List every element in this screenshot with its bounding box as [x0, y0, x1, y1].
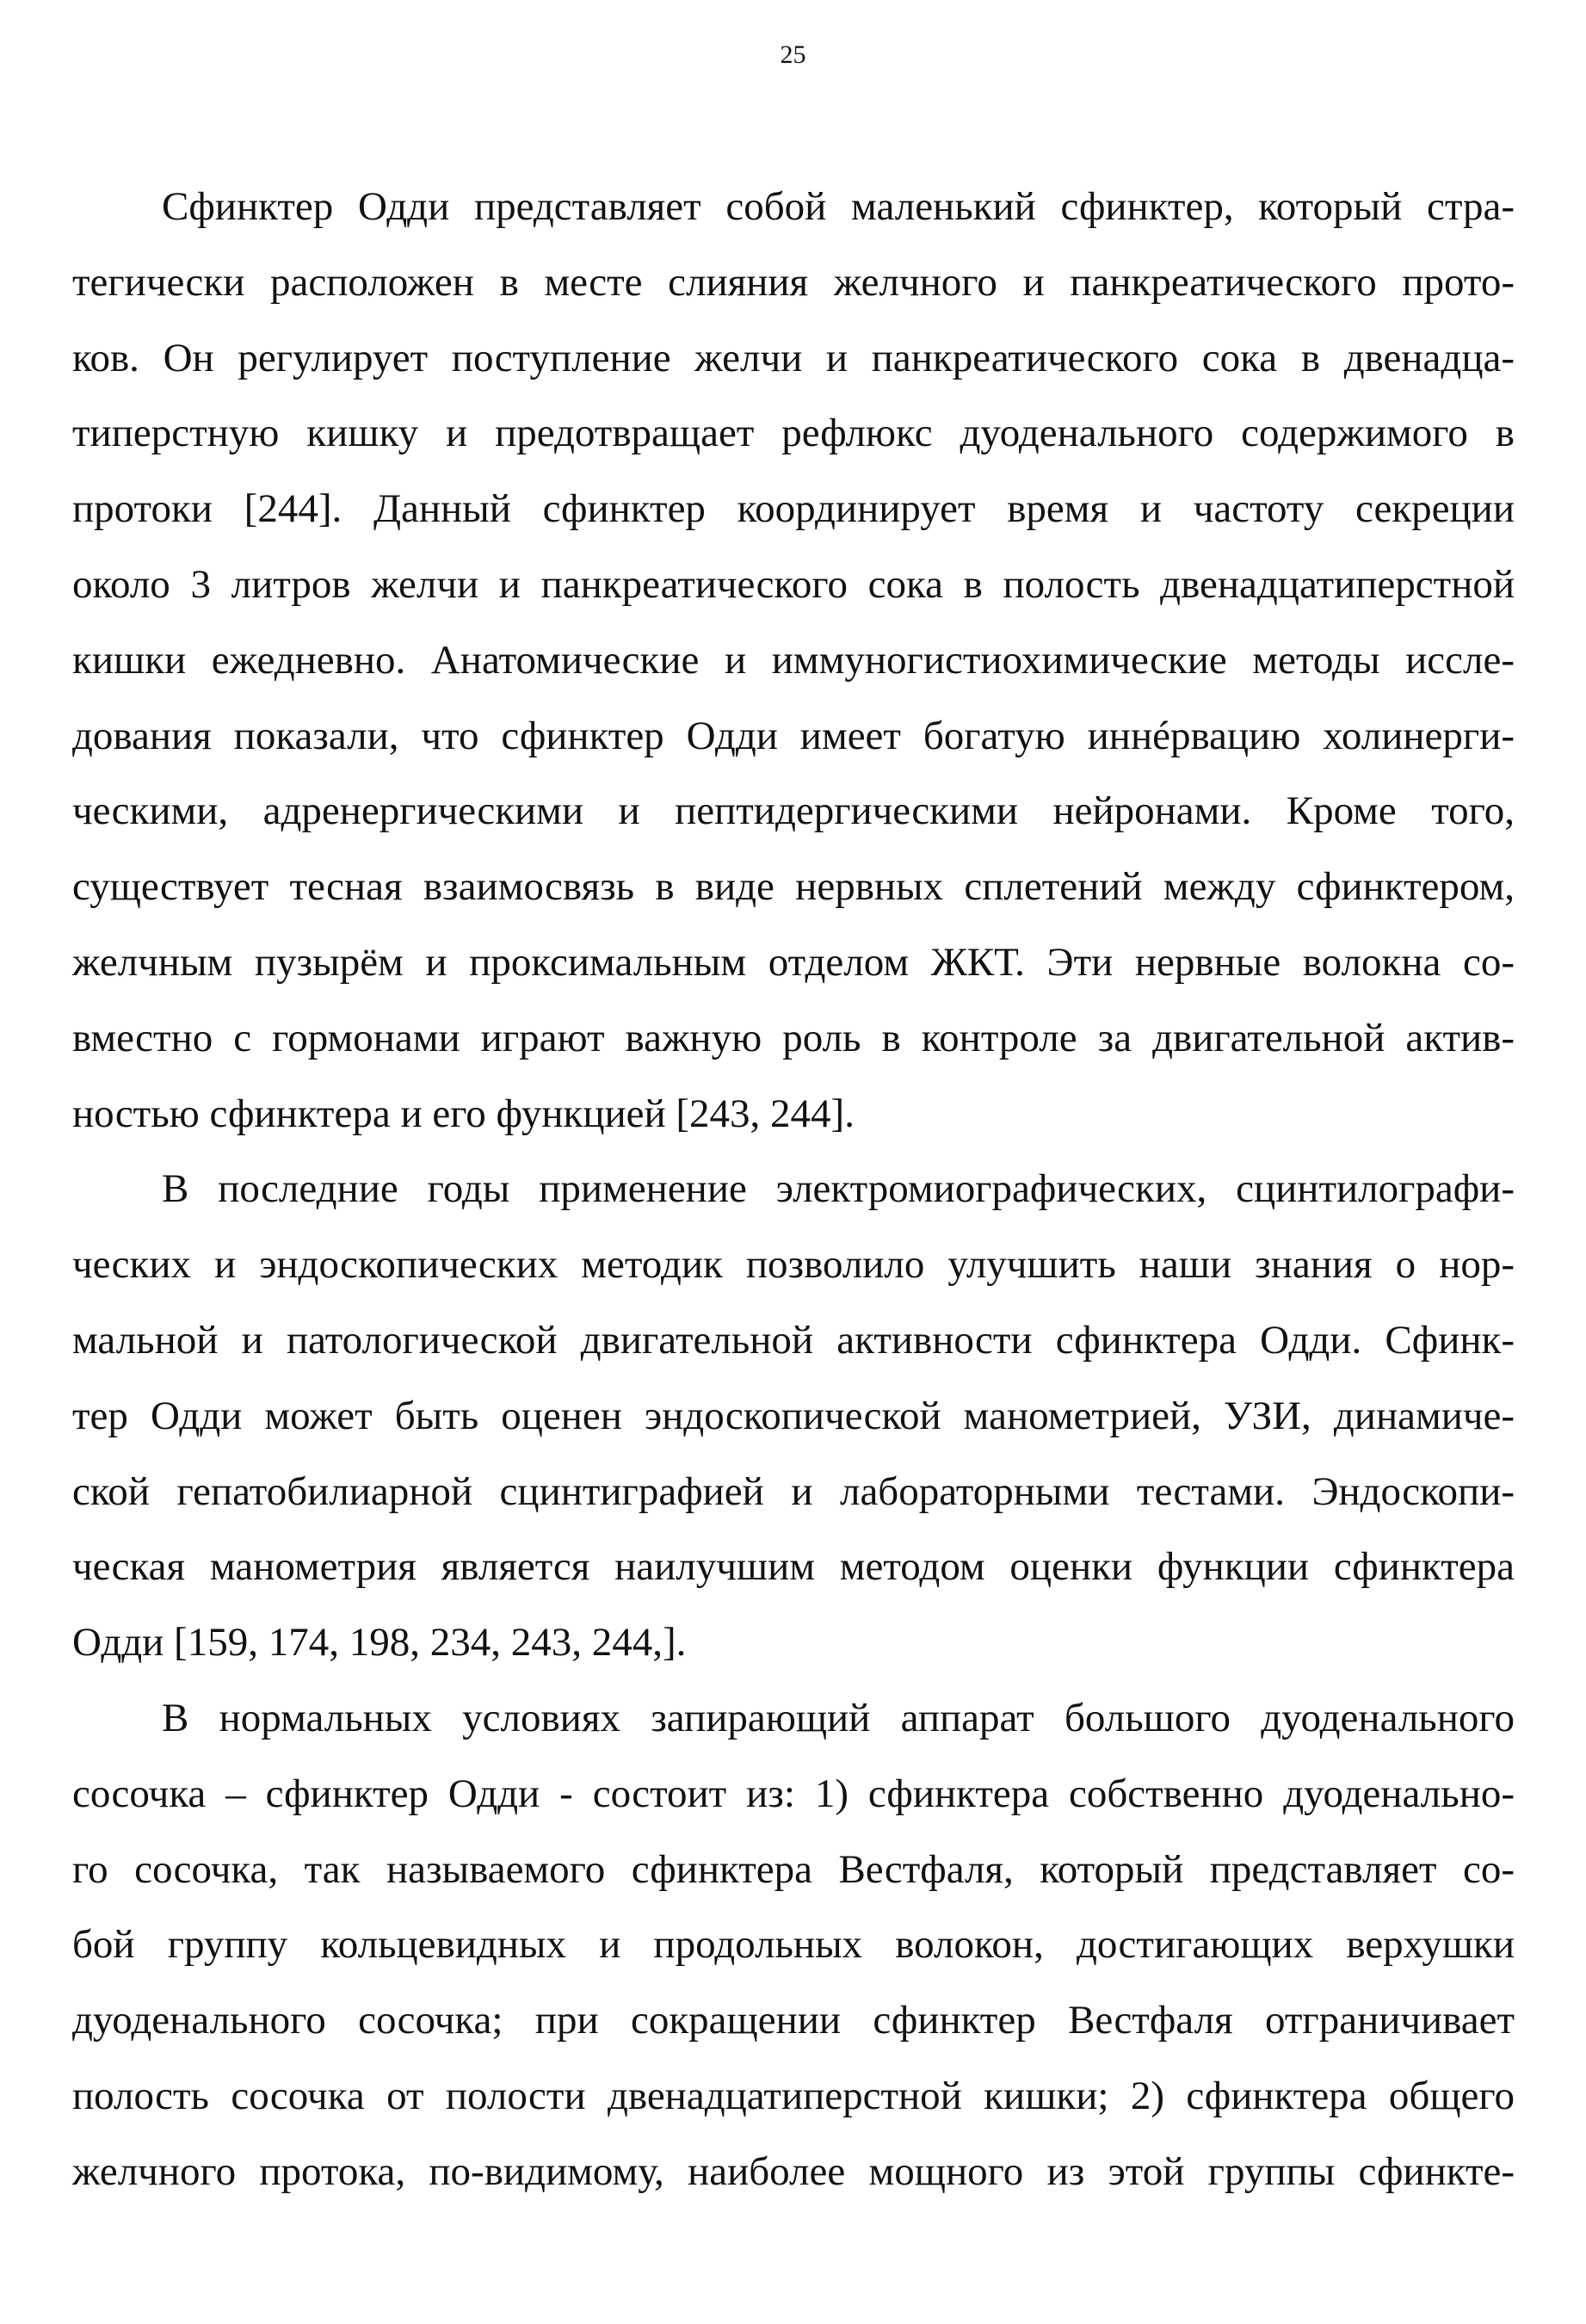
text-line: желчного протока, по-видимому, наиболее мощного из этой группы сфинкте-: [72, 2148, 1515, 2194]
text-line: ков. Он регулирует поступление желчи и панкреатического сока в двенадца-: [72, 335, 1515, 380]
text-line: сосочка – сфинктер Одди - состоит из: 1) сфинктера собственно дуоденально-: [72, 1771, 1515, 1816]
text-line: Сфинктер Одди представляет собой маленький сфинктер, который стра-: [162, 184, 1515, 229]
text-line: кишки ежедневно. Анатомические и иммуногистиохимические методы иссле-: [72, 637, 1515, 683]
text-line: протоки [244]. Данный сфинктер координирует время и частоту секреции: [72, 486, 1515, 532]
text-line: вместно с гормонами играют важную роль в контроле за двигательной актив-: [72, 1015, 1515, 1060]
paragraph-1: [72, 181, 1515, 1163]
body-text: [72, 181, 1515, 2222]
text-line: полость сосочка от полости двенадцатиперстной кишки; 2) сфинктера общего: [72, 2073, 1515, 2118]
text-line: ностью сфинктера и его функцией [243, 244].: [72, 1091, 855, 1136]
text-line: существует тесная взаимосвязь в виде нервных сплетений между сфинктером,: [72, 864, 1515, 910]
page-number: 25: [780, 40, 806, 69]
text-line: ческих и эндоскопических методик позволило улучшить наши знания о нор-: [72, 1242, 1515, 1288]
text-line: Одди [159, 174, 198, 234, 243, 244,].: [72, 1620, 687, 1666]
text-line: типерстную кишку и предотвращает рефлюкс дуоденального содержимого в: [72, 411, 1515, 456]
text-line: го сосочка, так называемого сфинктера Вестфаля, который представляет со-: [72, 1846, 1515, 1892]
text-line: желчным пузырём и проксимальным отделом ЖКТ. Эти нервные волокна со-: [72, 939, 1515, 985]
text-line: мальной и патологической двигательной активности сфинктера Одди. Сфинк-: [72, 1317, 1515, 1363]
text-line: тегически расположен в месте слияния желчного и панкреатического прото-: [72, 259, 1515, 305]
text-line: В последние годы применение электромиографических, сцинтилографи-: [162, 1166, 1515, 1212]
text-line: ческая манометрия является наилучшим методом оценки функции сфинктера: [72, 1544, 1515, 1590]
text-line: дования показали, что сфинктер Одди имеет богатую иннéрвацию холинерги-: [72, 713, 1515, 758]
paragraph-3: [72, 1692, 1515, 2222]
text-line: бой группу кольцевидных и продольных волокон, достигающих верхушки: [72, 1922, 1515, 1968]
text-line: В нормальных условиях запирающий аппарат большого дуоденального: [162, 1695, 1515, 1740]
text-line: ской гепатобилиарной сцинтиграфией и лабораторными тестами. Эндоскопи-: [72, 1468, 1515, 1514]
text-line: дуоденального сосочка; при сокращении сфинктер Вестфаля отграничивает: [72, 1998, 1515, 2043]
paragraph-2: [72, 1163, 1515, 1692]
text-line: около 3 литров желчи и панкреатического сока в полость двенадцатиперстной: [72, 561, 1515, 607]
text-line: ческими, адренергическими и пептидергическими нейронами. Кроме того,: [72, 788, 1515, 834]
text-line: тер Одди может быть оценен эндоскопической манометрией, УЗИ, динамиче-: [72, 1393, 1515, 1438]
